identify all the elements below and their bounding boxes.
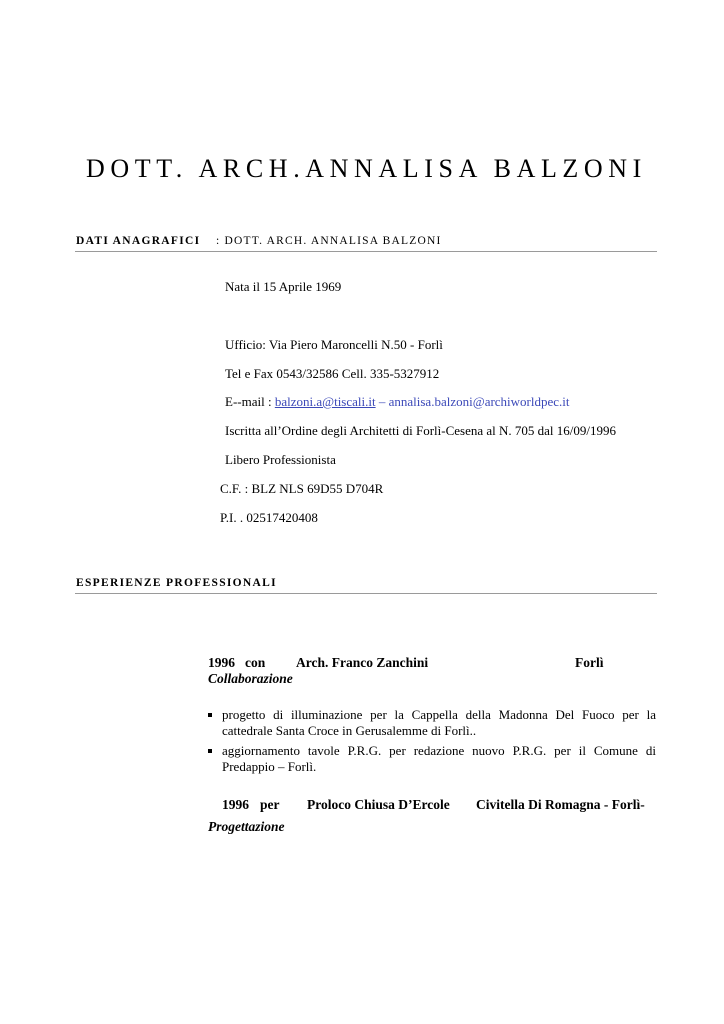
entry-role: Progettazione (208, 819, 285, 834)
page-title: DOTT. ARCH.ANNALISA BALZONI (86, 154, 647, 183)
list-item (208, 707, 656, 739)
entry-place: Civitella Di Romagna - Forlì- (476, 797, 645, 812)
vat-number: P.I. . 02517420408 (220, 510, 318, 525)
section-divider (75, 251, 657, 252)
bullet-square-icon (208, 749, 212, 753)
email-link-primary[interactable]: balzoni.a@tiscali.it (274, 394, 376, 409)
office-address: Ufficio: Via Piero Maroncelli N.50 - Forlì (225, 337, 443, 352)
phone-numbers: Tel e Fax 0543/32586 Cell. 335-5327912 (225, 366, 440, 381)
entry-year: 1996 (222, 797, 249, 812)
entry-client: Arch. Franco Zanchini (296, 655, 429, 670)
list-item-text: progetto di illuminazione per la Cappella della Madonna Del Fuoco per la cattedrale Santa Croce in Gerusalemme di Forlì.. (222, 707, 656, 738)
bullet-square-icon (208, 713, 212, 717)
profession: Libero Professionista (225, 452, 336, 467)
email-line (225, 394, 570, 410)
entry-activity-list (208, 707, 656, 779)
registration-info: Iscritta all’Ordine degli Architetti di Forlì-Cesena al N. 705 dal 16/09/1996 (225, 423, 616, 438)
section-value-personal: : DOTT. ARCH. ANNALISA BALZONI (216, 235, 442, 247)
section-divider (75, 593, 657, 594)
email-separator: – (375, 394, 389, 409)
email-link-secondary[interactable]: annalisa.balzoni@archiworldpec.it (388, 394, 570, 409)
list-item-text: aggiornamento tavole P.R.G. per redazione nuovo P.R.G. per il Comune di Predappio – Forlì. (222, 743, 656, 774)
list-item (208, 743, 656, 775)
entry-year: 1996 (208, 655, 235, 670)
entry-preposition: per (260, 797, 280, 812)
tax-code: C.F. : BLZ NLS 69D55 D704R (220, 481, 384, 496)
entry-place: Forlì (575, 655, 604, 670)
entry-role: Collaborazione (208, 671, 293, 686)
section-label-personal: DATI ANAGRAFICI (76, 235, 201, 247)
section-label-experience: ESPERIENZE PROFESSIONALI (76, 577, 277, 589)
entry-preposition: con (245, 655, 266, 670)
birth-date: Nata il 15 Aprile 1969 (225, 279, 342, 294)
entry-client: Proloco Chiusa D’Ercole (307, 797, 450, 812)
email-label: E--mail : (225, 394, 275, 409)
